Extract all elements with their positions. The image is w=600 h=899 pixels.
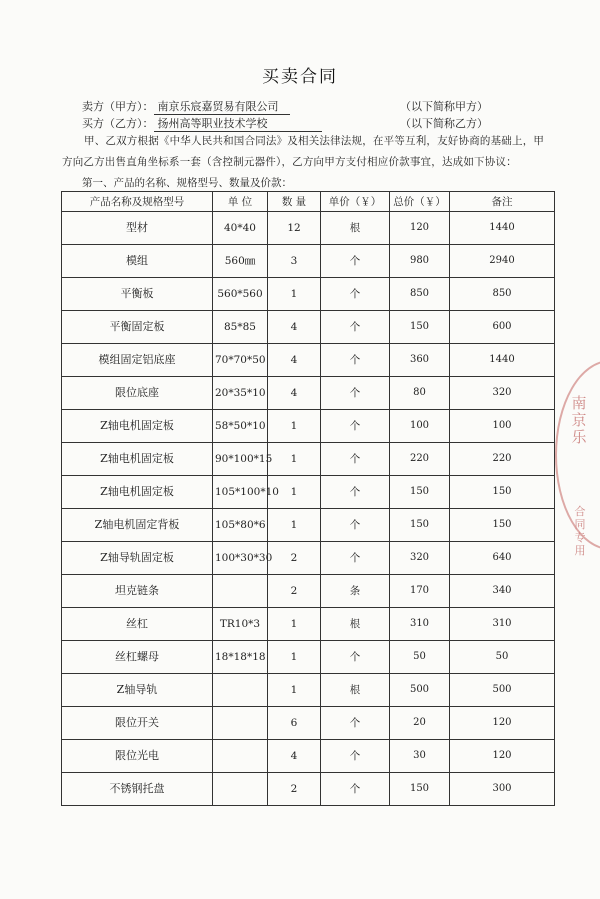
table-row xyxy=(62,410,555,443)
product-name-cell: Z轴电机固定板 xyxy=(62,410,213,443)
product-name-cell: 坦克链条 xyxy=(62,575,213,608)
spec-cell xyxy=(213,707,268,740)
quantity-cell: 1 xyxy=(268,278,321,311)
unit-cell: 个 xyxy=(321,410,390,443)
quantity-cell: 4 xyxy=(268,344,321,377)
column-header: 备注 xyxy=(450,192,555,212)
unit-cell: 个 xyxy=(321,443,390,476)
spec-cell: 105*80*6 xyxy=(213,509,268,542)
total-price-cell: 100 xyxy=(450,410,555,443)
unit-price-cell: 80 xyxy=(390,377,450,410)
spec-cell: 58*50*10 xyxy=(213,410,268,443)
product-name-cell: Z轴电机固定板 xyxy=(62,476,213,509)
total-price-cell: 320 xyxy=(450,377,555,410)
unit-price-cell: 320 xyxy=(390,542,450,575)
total-price-cell: 850 xyxy=(450,278,555,311)
quantity-cell: 4 xyxy=(268,311,321,344)
product-name-cell: Z轴导轨固定板 xyxy=(62,542,213,575)
quantity-cell: 4 xyxy=(268,377,321,410)
buyer-abbr: （以下简称乙方） xyxy=(400,117,488,130)
spec-cell: 85*85 xyxy=(213,311,268,344)
total-price-cell: 1440 xyxy=(450,212,555,245)
table-row xyxy=(62,575,555,608)
quantity-cell: 2 xyxy=(268,542,321,575)
quantity-cell: 1 xyxy=(268,641,321,674)
product-name-cell: 平衡板 xyxy=(62,278,213,311)
table-header-row xyxy=(62,192,555,212)
spec-cell: 90*100*15 xyxy=(213,443,268,476)
column-header: 单价（￥） xyxy=(321,192,390,212)
spec-cell: 70*70*50 xyxy=(213,344,268,377)
seller-line xyxy=(82,98,488,115)
table-row xyxy=(62,509,555,542)
quantity-cell: 1 xyxy=(268,509,321,542)
quantity-cell: 12 xyxy=(268,212,321,245)
total-price-cell: 300 xyxy=(450,773,555,806)
unit-cell: 个 xyxy=(321,311,390,344)
spec-cell xyxy=(213,740,268,773)
total-price-cell: 2940 xyxy=(450,245,555,278)
column-header: 单 位 xyxy=(213,192,268,212)
contract-title: 买卖合同 xyxy=(262,67,338,87)
seller-label: 卖方（甲方）： xyxy=(82,100,154,113)
product-table xyxy=(61,191,555,806)
table-row xyxy=(62,674,555,707)
table-row xyxy=(62,377,555,410)
product-name-cell: 平衡固定板 xyxy=(62,311,213,344)
spec-cell: 560*560 xyxy=(213,278,268,311)
seal-text-top: 南 京 乐 xyxy=(571,394,587,446)
quantity-cell: 1 xyxy=(268,476,321,509)
preamble-paragraph: 甲、乙双方根据《中华人民共和国合同法》及相关法律法规，在平等互利，友好协商的基础上，甲方向乙方出售直角坐标系一套（含控制元器件），乙方向甲方支付相应价款事宜，达成如下协议： xyxy=(62,135,545,168)
table-row xyxy=(62,740,555,773)
unit-cell: 个 xyxy=(321,740,390,773)
spec-cell: 105*100*10 xyxy=(213,476,268,509)
total-price-cell: 1440 xyxy=(450,344,555,377)
product-name-cell: 丝杠 xyxy=(62,608,213,641)
seller-name: 南京乐宸嘉贸易有限公司 xyxy=(154,98,290,115)
total-price-cell: 120 xyxy=(450,740,555,773)
product-name-cell: 不锈钢托盘 xyxy=(62,773,213,806)
unit-price-cell: 150 xyxy=(390,476,450,509)
table-row xyxy=(62,245,555,278)
unit-price-cell: 120 xyxy=(390,212,450,245)
product-name-cell: 型材 xyxy=(62,212,213,245)
buyer-label: 买方（乙方）： xyxy=(82,117,154,130)
product-name-cell: 限位开关 xyxy=(62,707,213,740)
column-header: 产品名称及规格型号 xyxy=(62,192,213,212)
unit-price-cell: 360 xyxy=(390,344,450,377)
quantity-cell: 1 xyxy=(268,674,321,707)
quantity-cell: 1 xyxy=(268,443,321,476)
spec-cell: 560㎜ xyxy=(213,245,268,278)
total-price-cell: 500 xyxy=(450,674,555,707)
unit-cell: 个 xyxy=(321,377,390,410)
total-price-cell: 640 xyxy=(450,542,555,575)
section-heading: 第一、产品的名称、规格型号、数量及价款： xyxy=(82,177,292,189)
product-name-cell: 丝杠螺母 xyxy=(62,641,213,674)
buyer-name: 扬州高等职业技术学校 xyxy=(154,115,322,132)
quantity-cell: 6 xyxy=(268,707,321,740)
spec-cell: TR10*3 xyxy=(213,608,268,641)
unit-cell: 个 xyxy=(321,278,390,311)
total-price-cell: 220 xyxy=(450,443,555,476)
spec-cell: 40*40 xyxy=(213,212,268,245)
table-row xyxy=(62,344,555,377)
total-price-cell: 150 xyxy=(450,476,555,509)
table-row xyxy=(62,773,555,806)
unit-cell: 根 xyxy=(321,674,390,707)
quantity-cell: 4 xyxy=(268,740,321,773)
table-row xyxy=(62,278,555,311)
product-name-cell: Z轴电机固定背板 xyxy=(62,509,213,542)
unit-cell: 根 xyxy=(321,212,390,245)
unit-cell: 条 xyxy=(321,575,390,608)
product-name-cell: 模组 xyxy=(62,245,213,278)
product-name-cell: 模组固定铝底座 xyxy=(62,344,213,377)
unit-price-cell: 310 xyxy=(390,608,450,641)
unit-cell: 个 xyxy=(321,641,390,674)
column-header: 数 量 xyxy=(268,192,321,212)
unit-price-cell: 220 xyxy=(390,443,450,476)
unit-price-cell: 30 xyxy=(390,740,450,773)
unit-cell: 个 xyxy=(321,476,390,509)
spec-cell: 18*18*18 xyxy=(213,641,268,674)
spec-cell: 100*30*30 xyxy=(213,542,268,575)
quantity-cell: 1 xyxy=(268,410,321,443)
unit-cell: 个 xyxy=(321,707,390,740)
spec-cell xyxy=(213,773,268,806)
table-row xyxy=(62,212,555,245)
unit-cell: 个 xyxy=(321,245,390,278)
product-name-cell: 限位光电 xyxy=(62,740,213,773)
spec-cell xyxy=(213,674,268,707)
unit-price-cell: 150 xyxy=(390,509,450,542)
unit-price-cell: 850 xyxy=(390,278,450,311)
table-body xyxy=(62,212,555,806)
unit-price-cell: 170 xyxy=(390,575,450,608)
seller-abbr: （以下简称甲方） xyxy=(400,100,488,113)
unit-price-cell: 500 xyxy=(390,674,450,707)
buyer-line xyxy=(82,115,488,132)
unit-cell: 个 xyxy=(321,344,390,377)
table-row xyxy=(62,608,555,641)
table-row xyxy=(62,707,555,740)
column-header: 总价（￥） xyxy=(390,192,450,212)
quantity-cell: 2 xyxy=(268,773,321,806)
total-price-cell: 310 xyxy=(450,608,555,641)
total-price-cell: 150 xyxy=(450,509,555,542)
product-name-cell: 限位底座 xyxy=(62,377,213,410)
total-price-cell: 50 xyxy=(450,641,555,674)
seal-text-bottom: 合 同 专 用 xyxy=(574,505,586,557)
unit-cell: 个 xyxy=(321,509,390,542)
spec-cell xyxy=(213,575,268,608)
unit-cell: 根 xyxy=(321,608,390,641)
unit-price-cell: 50 xyxy=(390,641,450,674)
table-row xyxy=(62,443,555,476)
quantity-cell: 3 xyxy=(268,245,321,278)
unit-cell: 个 xyxy=(321,542,390,575)
quantity-cell: 2 xyxy=(268,575,321,608)
table-row xyxy=(62,311,555,344)
spec-cell: 20*35*10 xyxy=(213,377,268,410)
unit-price-cell: 20 xyxy=(390,707,450,740)
unit-price-cell: 100 xyxy=(390,410,450,443)
unit-price-cell: 150 xyxy=(390,773,450,806)
unit-cell: 个 xyxy=(321,773,390,806)
product-name-cell: Z轴导轨 xyxy=(62,674,213,707)
table-row xyxy=(62,542,555,575)
total-price-cell: 120 xyxy=(450,707,555,740)
unit-price-cell: 980 xyxy=(390,245,450,278)
total-price-cell: 600 xyxy=(450,311,555,344)
quantity-cell: 1 xyxy=(268,608,321,641)
table-row xyxy=(62,476,555,509)
unit-price-cell: 150 xyxy=(390,311,450,344)
table-row xyxy=(62,641,555,674)
product-name-cell: Z轴电机固定板 xyxy=(62,443,213,476)
total-price-cell: 340 xyxy=(450,575,555,608)
